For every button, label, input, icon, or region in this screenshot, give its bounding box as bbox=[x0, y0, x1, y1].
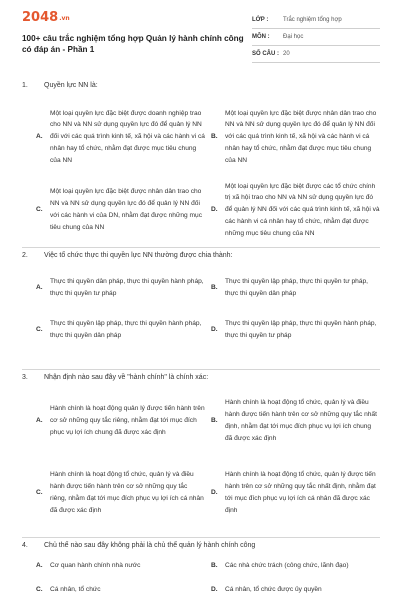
option-grid bbox=[22, 95, 380, 241]
option-text: Thực thi quyền dân pháp, thực thi quyền hành pháp, thực thi quyền tư pháp bbox=[50, 278, 204, 297]
option-text: Cá nhân, tổ chức được ủy quyền bbox=[225, 586, 322, 594]
option-letter: A. bbox=[36, 284, 43, 292]
question-text: Quyền lực NN là: bbox=[44, 82, 98, 89]
meta-row-class bbox=[252, 12, 380, 29]
option-d[interactable] bbox=[211, 313, 380, 347]
question-number: 2. bbox=[22, 252, 28, 259]
question-stem bbox=[22, 370, 380, 387]
logo-suffix: .vn bbox=[59, 15, 70, 22]
option-letter: B. bbox=[211, 562, 218, 570]
meta-value: Đại học bbox=[283, 34, 304, 40]
option-grid bbox=[22, 559, 380, 597]
option-a[interactable] bbox=[36, 391, 205, 451]
option-text: Thực thi quyền lập pháp, thực thi quyền hành pháp, thực thi quyền dân pháp bbox=[50, 320, 202, 339]
option-a[interactable] bbox=[36, 271, 205, 305]
question-text: Nhận định nào sau đây về "hành chính" là chính xác: bbox=[44, 374, 209, 381]
site-logo[interactable] bbox=[22, 10, 247, 27]
question-stem bbox=[22, 538, 380, 555]
option-letter: D. bbox=[211, 586, 218, 594]
option-text: Cơ quan hành chính nhà nước bbox=[50, 562, 141, 570]
option-text: Các nhà chức trách (công chức, lãnh đạo) bbox=[225, 562, 349, 570]
meta-value: Trắc nghiệm tổng hợp bbox=[283, 17, 342, 23]
option-c[interactable] bbox=[36, 179, 205, 241]
question-number: 4. bbox=[22, 542, 28, 549]
option-c[interactable] bbox=[36, 313, 205, 347]
option-letter: C. bbox=[36, 586, 43, 594]
question-2 bbox=[22, 248, 380, 370]
option-letter: C. bbox=[36, 489, 43, 497]
option-text: Cá nhân, tổ chức bbox=[50, 586, 101, 594]
meta-value: 20 bbox=[283, 51, 290, 57]
option-letter: C. bbox=[36, 326, 43, 334]
option-b[interactable] bbox=[211, 391, 380, 451]
option-letter: A. bbox=[36, 417, 43, 425]
logo-text: 2048 bbox=[22, 10, 59, 25]
question-stem bbox=[22, 248, 380, 265]
option-letter: A. bbox=[36, 133, 43, 141]
meta-row-count bbox=[252, 46, 380, 63]
option-b[interactable] bbox=[211, 95, 380, 179]
option-a[interactable] bbox=[36, 559, 205, 573]
option-text: Thực thi quyền lập pháp, thực thi quyền tư pháp, thực thi quyền dân pháp bbox=[225, 278, 369, 297]
option-letter: C. bbox=[36, 206, 43, 214]
document-meta bbox=[252, 12, 380, 63]
header-left bbox=[22, 10, 247, 55]
option-d[interactable] bbox=[211, 583, 380, 597]
question-list bbox=[22, 78, 380, 600]
meta-label: MÔN : bbox=[252, 34, 270, 40]
option-text: Thực thi quyền lập pháp, thực thi quyền hành pháp, thực thi quyền tư pháp bbox=[225, 320, 377, 339]
option-text: Một loại quyền lực đặc biệt được doanh nghiệp trao cho NN và NN sử dụng quyền lực đó để quản lý NN đối với các quá trình kinh tế, xã hội và các hành vi cá nhân hay tổ chức, nhằm đạt được mục tiêu chung của NN bbox=[50, 109, 205, 164]
question-1 bbox=[22, 78, 380, 248]
question-3 bbox=[22, 370, 380, 538]
option-letter: D. bbox=[211, 489, 218, 497]
meta-label: SỐ CÂU : bbox=[252, 51, 279, 57]
question-4 bbox=[22, 538, 380, 600]
option-text: Hành chính là hoạt động tổ chức, quản lý và điều hành được tiến hành trên cơ sở những quy tắc nhất định, nhằm đạt tới mục đích phục vụ lợi ích chung đã được xác định bbox=[225, 399, 377, 442]
option-letter: B. bbox=[211, 284, 218, 292]
document-header bbox=[0, 0, 400, 64]
option-letter: B. bbox=[211, 417, 218, 425]
question-text: Chủ thể nào sau đây không phải là chủ thể quản lý hành chính công bbox=[44, 542, 256, 549]
option-text: Một loại quyền lực đặc biệt được các tổ chức chính trị xã hội trao cho NN và NN sử dụng quyền lực đó để quản lý NN đối với các quá trình kinh tế, xã hội và các hành vi cá nhân hay tổ chức, nhằm đạt được những mục tiêu chung của NN bbox=[225, 182, 380, 237]
option-d[interactable] bbox=[211, 179, 380, 241]
option-text: Một loại quyền lực đặc biệt được nhân dân trao cho NN và NN sử dụng quyền lực đó để quản lý NN đối với các quá trình kinh tế, xã hội và các hành vi cá nhân hay tổ chức, nhằm đạt được mục tiêu chung của NN bbox=[225, 109, 377, 164]
option-b[interactable] bbox=[211, 271, 380, 305]
option-text: Hành chính là hoạt động tổ chức, quản lý được tiến hành trên cơ sở những quy tắc nhất định, nhằm đạt tới mục đích phục vụ lợi ích cá nhân đã được xác định bbox=[225, 471, 376, 514]
option-grid bbox=[22, 391, 380, 529]
option-b[interactable] bbox=[211, 559, 380, 573]
option-c[interactable] bbox=[36, 457, 205, 529]
option-grid bbox=[22, 271, 380, 347]
option-letter: B. bbox=[211, 133, 218, 141]
question-number: 1. bbox=[22, 82, 28, 89]
option-text: Một loại quyền lực đặc biệt được nhân dân trao cho NN và NN sử dụng quyền lực đó để quản lý NN đối với các hành vi của DN, nhằm đạt được những mục tiêu chung của NN bbox=[50, 188, 202, 231]
option-c[interactable] bbox=[36, 583, 205, 597]
option-d[interactable] bbox=[211, 457, 380, 529]
option-text: Hành chính là hoạt động tổ chức, quản lý và điều hành được tiến hành trên cơ sở những quy tắc riêng, nhằm đạt tới mục đích phục vụ lợi ích cá nhân đã được xác định bbox=[50, 471, 204, 514]
question-text: Việc tổ chức thực thi quyền lực NN thường được chia thành: bbox=[44, 252, 233, 259]
meta-label: LỚP : bbox=[252, 17, 269, 23]
option-text: Hành chính là hoạt động quản lý được tiến hành trên cơ sở những quy tắc riêng, nhằm đạt tới mục đích phục vụ lợi ích chung đã được xác định bbox=[50, 405, 205, 436]
question-stem bbox=[22, 78, 380, 95]
meta-row-subject bbox=[252, 29, 380, 46]
option-letter: D. bbox=[211, 326, 218, 334]
question-number: 3. bbox=[22, 374, 28, 381]
option-letter: D. bbox=[211, 206, 218, 214]
option-letter: A. bbox=[36, 562, 43, 570]
option-a[interactable] bbox=[36, 95, 205, 179]
document-title: 100+ câu trắc nghiệm tổng hợp Quản lý hành chính công có đáp án - Phần 1 bbox=[22, 34, 244, 54]
